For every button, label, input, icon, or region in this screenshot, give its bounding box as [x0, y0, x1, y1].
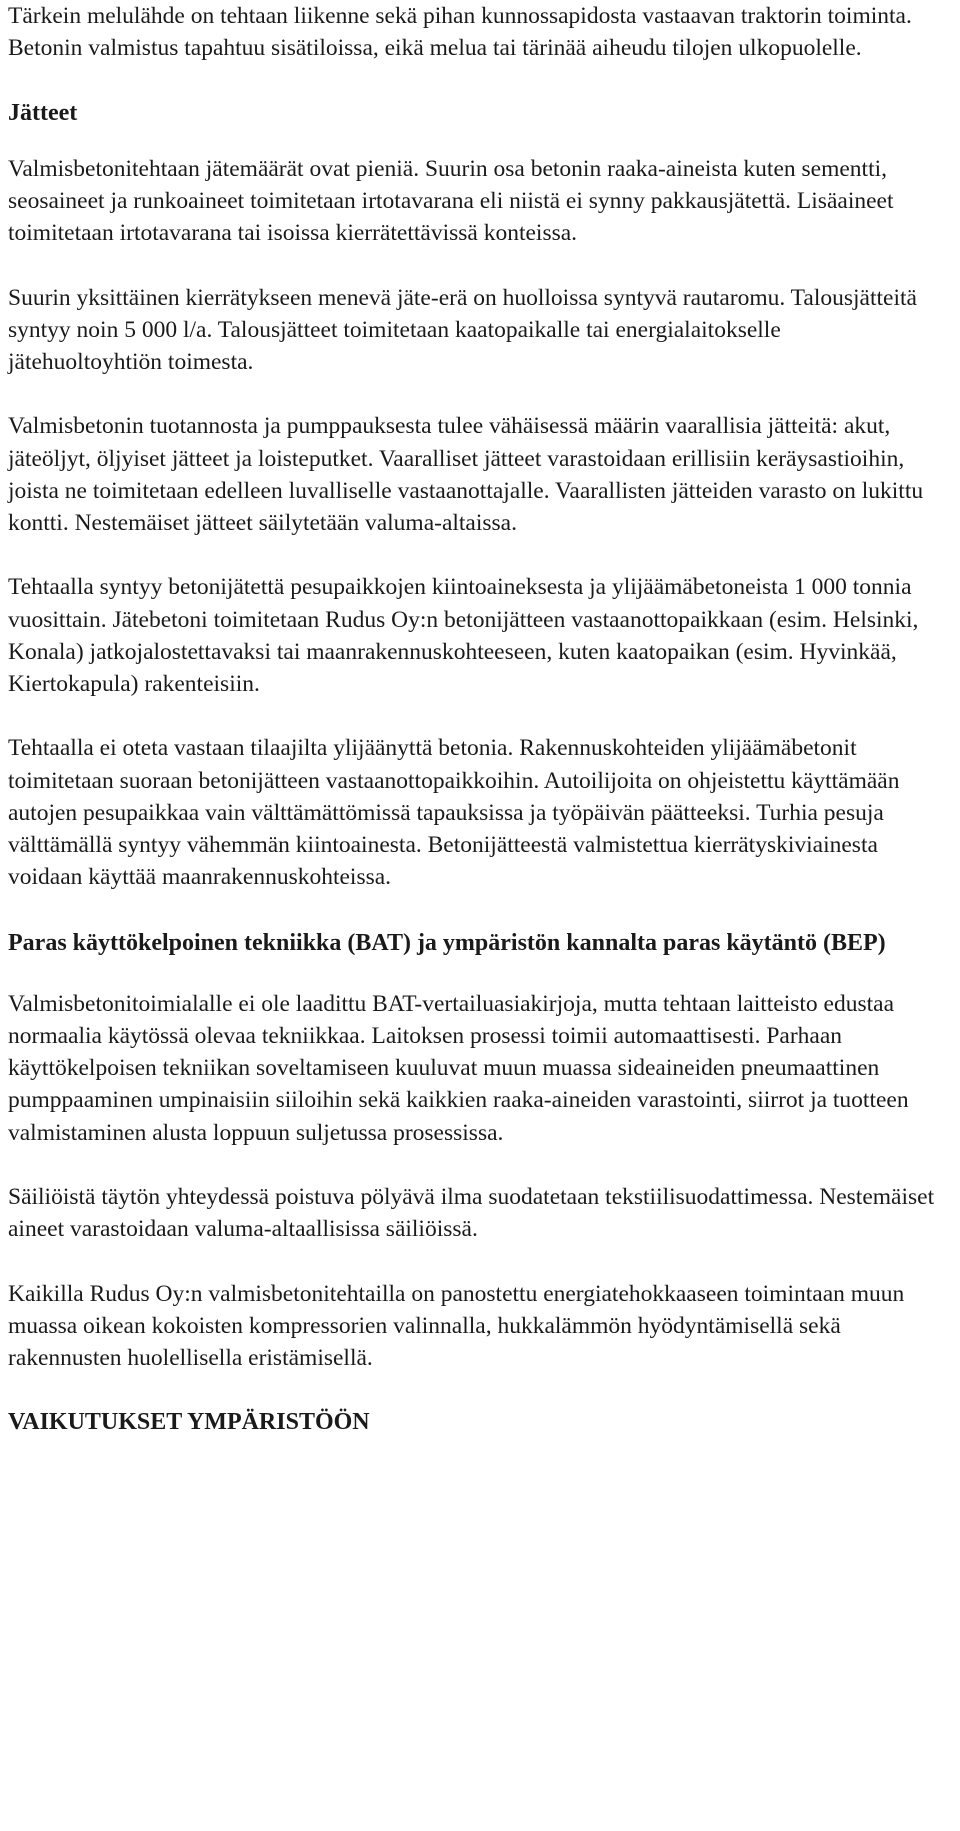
- waste-paragraph: Tehtaalla ei oteta vastaan tilaajilta ylijäänyttä betonia. Rakennuskohteiden ylijäämäbetonit toimitetaan suoraan betonijätteen vastaanottopaikkoihin. Autoilijoita on ohjeistettu käyttämään autojen pesupaikkaa vain välttämättömissä tapauksissa ja työpäivän päätteeksi. Turhia pesuja välttämällä syntyy vähemmän kiintoainesta. Betonijätteestä valmistettua kierrätyskiviainesta voidaan käyttää maanrakennuskohteissa.: [8, 735, 900, 891]
- bat-paragraph: Kaikilla Rudus Oy:n valmisbetonitehtailla on panostettu energiatehokkaaseen toimintaan muun muassa oikean kokoisten kompressorien valinnalla, hukkalämmön hyödyntämisellä sekä rakennusten huolellisella eristämisellä.: [8, 1280, 905, 1371]
- section-heading-bat: Paras käyttökelpoinen tekniikka (BAT) ja ympäristön kannalta paras käytäntö (BEP): [8, 929, 886, 956]
- section-heading-waste: Jätteet: [8, 99, 78, 126]
- intro-paragraph: Tärkein melulähde on tehtaan liikenne sekä pihan kunnossapidosta vastaavan traktorin toiminta. Betonin valmistus tapahtuu sisätiloissa, eikä melua tai tärinää aiheudu tilojen ulkopuolelle.: [8, 3, 912, 62]
- waste-paragraph: Suurin yksittäinen kierrätykseen menevä jäte-erä on huolloissa syntyvä rautaromu. Talousjätteitä syntyy noin 5 000 l/a. Talousjätteet toimitetaan kaatopaikalle tai energialaitokselle jätehuoltoyhtiön toimesta.: [8, 284, 917, 375]
- waste-paragraph: Tehtaalla syntyy betonijätettä pesupaikkojen kiintoaineksesta ja ylijäämäbetoneista 1 000 tonnia vuosittain. Jätebetoni toimitetaan Rudus Oy:n betonijätteen vastaanottopaikkaan (esim. Helsinki, Konala) jatkojalostettavaksi tai maanrakennuskohteeseen, kuten kaatopaikan (esim. Hyvinkää, Kiertokapula) rakenteisiin.: [8, 574, 919, 697]
- waste-paragraph: Valmisbetonitehtaan jätemäärät ovat pieniä. Suurin osa betonin raaka-aineista kuten sementti, seosaineet ja runkoaineet toimitetaan irtotavarana eli niistä ei synny pakkausjätettä. Lisäaineet toimitetaan irtotavarana tai isoissa kierrätettävissä konteissa.: [8, 155, 894, 247]
- section-heading-impacts: VAIKUTUKSET YMPÄRISTÖÖN: [8, 1409, 370, 1436]
- waste-paragraph: Valmisbetonin tuotannosta ja pumppauksesta tulee vähäisessä määrin vaarallisia jätteitä: akut, jäteöljyt, öljyiset jätteet ja loisteputket. Vaaralliset jätteet varastoidaan erillisiin keräysastioihin, joista ne toimitetaan edelleen luvalliselle vastaanottajalle. Vaarallisten jätteiden varasto on lukittu kontti. Nestemäiset jätteet säilytetään valuma-altaissa.: [8, 413, 924, 536]
- bat-paragraph: Valmisbetonitoimialalle ei ole laadittu BAT-vertailuasiakirjoja, mutta tehtaan laitteisto edustaa normaalia käytössä olevaa tekniikkaa. Laitoksen prosessi toimii automaattisesti. Parhaan käyttökelpoisen tekniikan soveltamiseen kuuluvat muun muassa sideaineiden pneumaattinen pumppaaminen umpinaisiin siiloihin sekä kaikkien raaka-aineiden varastointi, siirrot ja tuotteen valmistaminen alusta loppuun suljetussa prosessissa.: [8, 990, 909, 1146]
- bat-paragraph: Säiliöistä täytön yhteydessä poistuva pölyävä ilma suodatetaan tekstiilisuodattimessa. Nestemäiset aineet varastoidaan valuma-altaallisissa säiliöissä.: [8, 1183, 935, 1243]
- document-page: [8, 0, 938, 1439]
